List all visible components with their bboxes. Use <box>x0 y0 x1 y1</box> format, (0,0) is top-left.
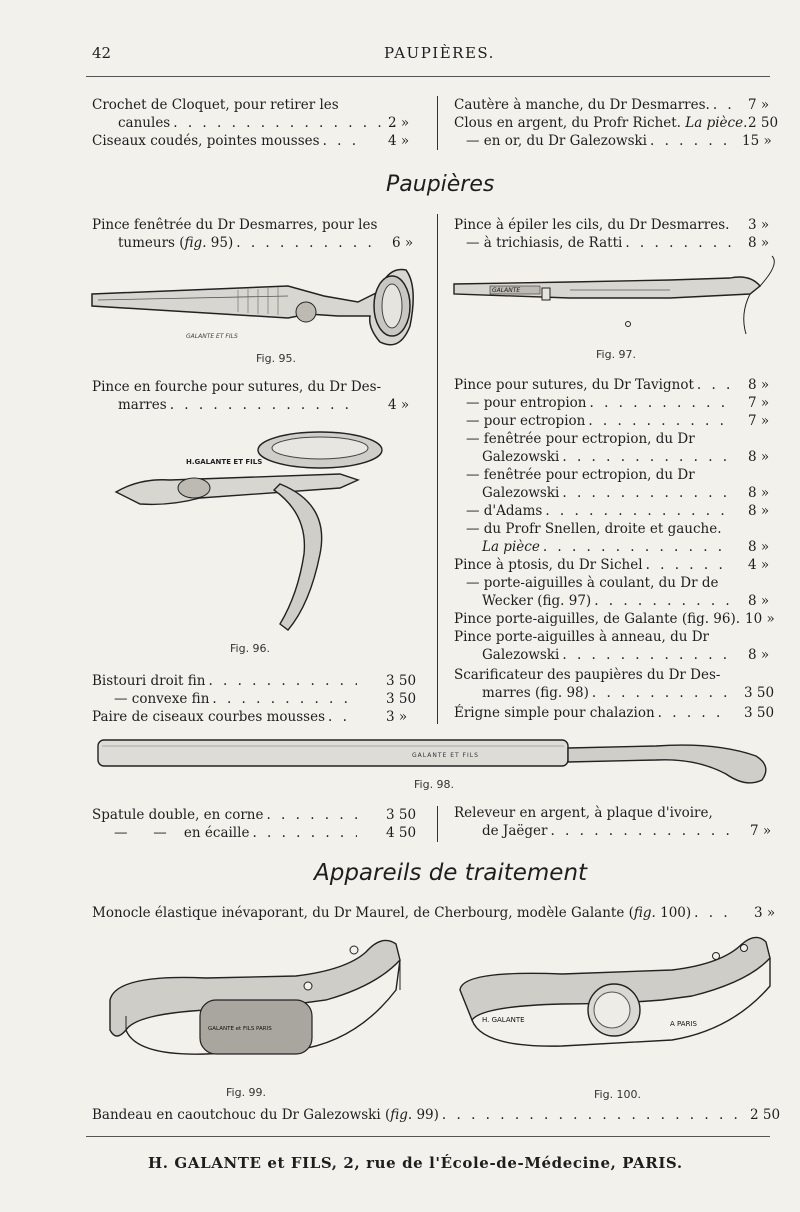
header-rule <box>86 76 770 77</box>
item-pince-epiler: Pince à épiler les cils, du Dr Desmarres. <box>454 217 730 233</box>
right-item-12-line1: Scarificateur des paupières du Dr Des- <box>454 667 721 683</box>
right-item-5-price: 8 » <box>748 485 770 501</box>
page-number: 42 <box>92 44 112 62</box>
fig97-caption: Fig. 97. <box>596 348 637 361</box>
fig99-caption: Fig. 99. <box>226 1086 267 1099</box>
item-bandeau-price: 2 50 <box>750 1107 781 1123</box>
item-trichiasis: — à trichiasis, de Ratti . . . <box>466 234 740 252</box>
item-spatule-ecaille: — — en écaille . . . <box>114 824 360 842</box>
fig99-illustration <box>96 930 416 1070</box>
right-item-12-line2: marres (fig. 98) . . . <box>482 684 734 702</box>
column-divider-middle <box>437 214 438 724</box>
item-bistouri-convexe: — convexe fin . . . <box>114 690 360 708</box>
fig100-engraving-right: A PARIS <box>670 1020 697 1028</box>
right-item-4-line2: Galezowski . . . <box>482 448 734 466</box>
fig95-illustration <box>88 256 418 356</box>
item-pince-fourche-line2: marres . . . <box>118 396 358 414</box>
right-item-13-price: 3 50 <box>744 705 775 721</box>
item-pince-fourche-price: 4 » <box>388 397 410 413</box>
item-releveur-line1: Releveur en argent, à plaque d'ivoire, <box>454 805 713 821</box>
item-pince-fenetree-line2: tumeurs (fig. 95) . . . <box>118 234 376 252</box>
right-item-8: Pince à ptosis, du Dr Sichel . . . <box>454 556 734 574</box>
right-item-7-line1: — du Profr Snellen, droite et gauche. <box>466 521 722 537</box>
fig96-caption: Fig. 96. <box>230 642 271 655</box>
item-monocle-price: 3 » <box>754 905 776 921</box>
fig100-engraving-left: H. GALANTE <box>482 1016 525 1024</box>
item-pince-fenetree-line1: Pince fenêtrée du Dr Desmarres, pour les <box>92 217 378 233</box>
item-clous-or: — en or, du Dr Galezowski . . . <box>466 132 739 150</box>
item-clous-price: 2 50 <box>748 115 779 131</box>
right-item-9-price: 8 » <box>748 593 770 609</box>
section-title-appareils: Appareils de traitement <box>314 860 588 886</box>
column-divider-top <box>437 96 438 150</box>
item-crochet-price: 2 » <box>388 115 410 131</box>
item-ciseaux-courbes: Paire de ciseaux courbes mousses . . . <box>92 708 360 726</box>
fig95-caption: Fig. 95. <box>256 352 297 365</box>
item-releveur-line2: de Jaëger . . . <box>482 822 734 840</box>
item-ciseaux-coudes: Ciseaux coudés, pointes mousses . . . <box>92 132 360 150</box>
item-crochet-line2: canules . . . <box>118 114 408 132</box>
item-pince-fourche-line1: Pince en fourche pour sutures, du Dr Des- <box>92 379 382 395</box>
item-bistouri-convexe-price: 3 50 <box>386 691 417 707</box>
right-item-3: — pour ectropion . . . <box>466 412 734 430</box>
item-monocle: Monocle élastique inévaporant, du Dr Maurel, de Cherbourg, modèle Galante (fig. 100) . . . <box>92 904 742 922</box>
item-clous-or-price: 15 » <box>742 133 772 149</box>
footer-rule <box>86 1136 770 1137</box>
item-pince-fenetree-price: 6 » <box>392 235 414 251</box>
right-item-3-price: 7 » <box>748 413 770 429</box>
fig98-caption: Fig. 98. <box>414 778 455 791</box>
right-item-11-price: 8 » <box>748 647 770 663</box>
fig97-engraving: GALANTE <box>492 287 521 294</box>
right-item-5-line2: Galezowski . . . <box>482 484 734 502</box>
right-item-7-line2: La pièce . . . <box>482 538 734 556</box>
right-item-11-line1: Pince porte-aiguilles à anneau, du Dr <box>454 629 709 645</box>
fig100-caption: Fig. 100. <box>594 1088 642 1101</box>
fig97-illustration <box>450 254 790 344</box>
section-title-paupieres: Paupières <box>386 172 495 197</box>
item-spatule-ecaille-price: 4 50 <box>386 825 417 841</box>
item-ciseaux-courbes-price: 3 » <box>386 709 408 725</box>
fig95-engraving: GALANTE ET FILS <box>186 333 238 340</box>
item-bistouri-droit-price: 3 50 <box>386 673 417 689</box>
right-item-4-price: 8 » <box>748 449 770 465</box>
right-item-6: — d'Adams . . . <box>466 502 734 520</box>
fig99-engraving: GALANTE et FILS PARIS <box>208 1026 272 1032</box>
right-item-1-price: 8 » <box>748 377 770 393</box>
right-item-10: Pince porte-aiguilles, de Galante (fig. 96). <box>454 611 741 627</box>
footer-address: H. GALANTE et FILS, 2, rue de l'École-de-Médecine, PARIS. <box>148 1154 683 1172</box>
running-title: PAUPIÈRES. <box>384 44 495 62</box>
item-clous: Clous en argent, du Profr Richet. La pièce. <box>454 115 748 131</box>
right-item-6-price: 8 » <box>748 503 770 519</box>
right-item-13: Érigne simple pour chalazion . . . <box>454 704 734 722</box>
item-trichiasis-price: 8 » <box>748 235 770 251</box>
right-item-9-line1: — porte-aiguilles à coulant, du Dr de <box>466 575 719 591</box>
item-cautere-price: 7 » <box>748 97 770 113</box>
item-releveur-price: 7 » <box>750 823 772 839</box>
fig100-illustration <box>452 930 782 1070</box>
column-divider-bottom <box>437 806 438 842</box>
fig98-engraving: GALANTE ET FILS <box>412 752 479 759</box>
item-bandeau: Bandeau en caoutchouc du Dr Galezowski (fig. 99) . . . <box>92 1106 742 1124</box>
item-ciseaux-coudes-price: 4 » <box>388 133 410 149</box>
fig96-engraving: H.GALANTE ET FILS <box>186 458 263 466</box>
right-item-4-line1: — fenêtrée pour ectropion, du Dr <box>466 431 695 447</box>
right-item-11-line2: Galezowski . . . <box>482 646 734 664</box>
right-item-8-price: 4 » <box>748 557 770 573</box>
item-crochet-line1: Crochet de Cloquet, pour retirer les <box>92 97 339 113</box>
right-item-12-price: 3 50 <box>744 685 775 701</box>
fig96-illustration <box>110 424 400 644</box>
right-item-5-line1: — fenêtrée pour ectropion, du Dr <box>466 467 695 483</box>
right-item-2: — pour entropion . . . <box>466 394 734 412</box>
right-item-10-price: 10 » <box>745 611 775 627</box>
right-item-9-line2: Wecker (fig. 97) . . . <box>482 592 734 610</box>
item-spatule-corne-price: 3 50 <box>386 807 417 823</box>
right-item-7-price: 8 » <box>748 539 770 555</box>
right-item-2-price: 7 » <box>748 395 770 411</box>
right-item-1: Pince pour sutures, du Dr Tavignot . . . <box>454 376 734 394</box>
item-cautere: Cautère à manche, du Dr Desmarres. . . . <box>454 96 739 114</box>
item-bistouri-droit: Bistouri droit fin . . . <box>92 672 360 690</box>
item-pince-epiler-price: 3 » <box>748 217 770 233</box>
item-spatule-corne: Spatule double, en corne . . . <box>92 806 360 824</box>
